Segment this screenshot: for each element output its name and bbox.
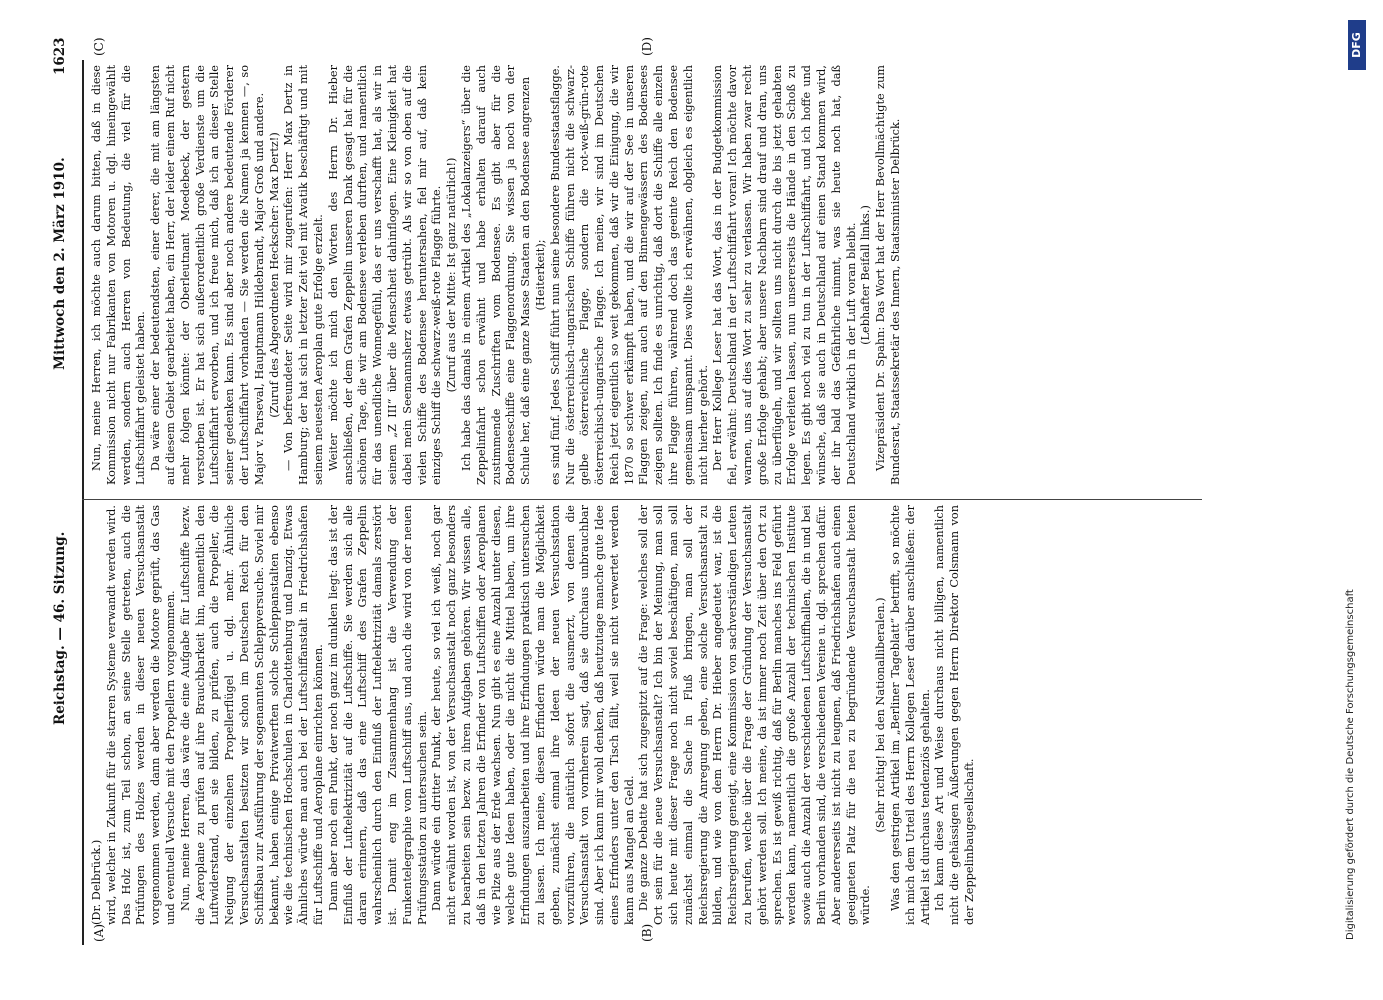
paragraph: wird, welcher in Zukunft für die starren Systeme verwandt werden wird. Das Holz ist, zum Teil schon, an seine Stelle getreten, auch die Prüfungen des Holzes werden in dieser neuen Versuchsanstalt vorgenommen werden, dann aber werden die Motore geprüft, das Gas und eventuell Versuche mit den Propellern vorgenommen. [104,505,177,925]
paragraph: Nun, meine Herren, das wäre die eine Aufgabe für Luftschiffe bezw. die Aeroplane zu prüfen auf ihre Brauchbarkeit hin, namentlich den Luftwiderstand, den sie bilden, zu prüfen, auch die Propeller, die Neigung der einzelnen Propellerflügel u. dgl. mehr. Ähnliche Versuchsanstalten besitzen wir schon im Deutschen Reich für den Schiffsbau zur Ausführung der sogenannten Schleppversuche. Soviel mir bekannt, haben einige Privatwerften solche Schleppanstalten ebenso wie die technischen Hochschulen in Charlottenburg und Danzig. Etwas Ähnliches würde man auch bei der Luftschiffanstalt in Friedrichshafen für Luftschiffe und Aeroplane einrichten können. [178,505,325,925]
paragraph: Dann würde ein dritter Punkt, der heute, so viel ich weiß, noch gar nicht erwähnt worden ist, von der Versuchsanstalt noch ganz besonders zu bearbeiten sein bezw. zu ihren Aufgaben gehören. Wir wissen alle, daß in den letzten Jahren die Erfinder von Luftschiffen oder Aeroplanen wie Pilze aus der Erde wachsen. Nun gibt es eine Anzahl unter diesen, welche gute Ideen haben, oder die nicht die Mittel haben, um ihre Erfindungen auszuarbeiten und ihre Erfindungen praktisch untersuchen zu lassen. Ich meine, diesen Erfindern würde man die Möglichkeit geben, zunächst einmal ihre Ideen der neuen Versuchsstation vorzuführen, die natürlich sofort die ausmerzt, von denen die Versuchsanstalt von vornherein sagt, daß sie durchaus unbrauchbar sind. Aber ich kann mir wohl denken, daß heutzutage manche gute Idee eines Erfinders unter den Tisch fällt, weil sie nicht verwertet werden kann aus Mangel an Geld. [430,505,636,925]
interjection: (Sehr richtig! bei den Nationalliberalen.) [874,597,888,833]
paragraph: Die ganze Debatte hat sich zugespitzt auf die Frage: welches soll der Ort sein für die neue Versuchsanstalt? Ich bin der Meinung, man soll sich heute mit dieser Frage noch nicht soviel beschäftigen, man soll zunächst einmal die Sache in Fluß bringen, man soll der Reichsregierung die Anregung geben, eine solche Versuchsanstalt zu bilden, und wie von dem Herrn Dr. Hieber angedeutet war, ist die Reichsregierung geneigt, eine Kommission von sachverständigen Leuten zu berufen, welche über die Frage der Gründung der Versuchsanstalt gehört werden soll. Ich meine, da ist immer noch Zeit über den Ort zu sprechen. Es ist gewiß richtig, daß für Berlin manches ins Feld geführt werden kann, namentlich die große Anzahl der technischen Institute sowie auch die Anzahl der verschiedenen Luftschiffhallen, die in und bei Berlin vorhanden sind, die verschiedenen Vereine u. dgl. sprechen dafür. Aber andererseits ist nicht zu leugnen, daß Friedrichshafen auch einen geeigneten Platz für die neu zu begründende Versuchsanstalt bieten würde. [637,505,873,925]
margin-marker-c: (C) [92,37,106,56]
right-column [90,65,904,485]
running-header-left: Reichstag. — 46. Sitzung. [52,531,68,725]
digitization-note: Digitalisierung gefördert durch die Deutsche Forschungsgemeinschaft [1345,589,1356,940]
margin-marker-a: (A) [92,923,106,942]
column-divider [82,499,1202,500]
margin-marker-b: (B) [640,923,654,942]
interjection: (Heiterkeit); [533,239,547,311]
running-header-right: Mittwoch den 2. März 1910. [52,157,68,370]
interjection: (Zuruf des Abgeordneten Heckscher: Max Dertz!) [267,132,281,418]
header-rule [82,60,84,945]
left-column [90,505,978,925]
paragraph: Da wäre einer der bedeutendsten, einer derer, die mit am längsten auf diesem Gebiet gearbeitet haben, ein Herr, der leider einem Ruf nicht mehr folgen könnte: der Oberleutnant Moedebeck, der gestern verstorben ist. Er hat sich außerordentlich große Verdienste um die Luftschiffahrt erworben, und ich freue mich, daß ich an dieser Stelle seiner gedenken kann. Es sind aber noch andere bedeutende Förderer der Luftschiffahrt vorhanden — Sie werden die Namen ja kennen —, so Major v. Parseval, Hauptmann Hildebrandt, Major Groß und andere. [149,65,266,485]
interjection: (Zuruf aus der Mitte: Ist ganz natürlich!) [445,157,459,393]
paragraph: Weiter möchte ich mich den Worten des Herrn Dr. Hieber anschließen, der dem Grafen Zeppelin unseren Dank gesagt hat für die schönen Tage, die wir am Bodensee verleben durften, und namentlich für das unendliche Wonnegefühl, das er uns verschafft hat, als wir in seinem „Z III“ über die Menschheit dahinflogen. Eine Kleinigkeit hat dabei mein Seemannsherz etwas getrübt. Als wir so von oben auf die vielen Schiffe des Bodensee heruntersahen, fiel mir auf, daß kein einziges Schiff die schwarz-weiß-rote Flagge führte. [326,65,444,485]
paragraph: Was den gestrigen Artikel im „Berliner Tageblatt“ betrifft, so möchte ich mich dem Urteil des Herrn Kollegen Leser darüber anschließen: der Artikel ist durchaus tendenziös gehalten. [889,505,932,925]
speaker-tag: (Dr. Delbrück.) [90,839,103,925]
paragraph: — Von befreundeter Seite wird mir zugerufen: Herr Max Dertz in Hamburg; der hat sich in letzter Zeit viel mit Avatik beschäftigt und mit seinem neuesten Aeroplan gute Erfolge erzielt. [282,65,325,485]
paragraph: Dann aber noch ein Punkt, der noch ganz im dunklen liegt: das ist der Einfluß der Luftelektrizität auf die Luftschiffe. Sie werden sich alle daran erinnern, daß das eine Luftschiff des Grafen Zeppelin wahrscheinlich durch den Einfluß der Luftelektrizität damals zerstört ist. Damit eng im Zusammenhang ist die Verwendung der Funkentelegraphie vom Luftschiff aus, und auch die wird von der neuen Prüfungsstation zu untersuchen sein. [326,505,429,925]
paragraph: Ich habe das damals in einem Artikel des „Lokalanzeigers“ über die Zeppelinfahrt schon erwähnt und habe erhalten darauf auch zustimmende Zuschriften vom Bodensee. Es gibt aber für die Bodenseeschiffe eine Flaggenordnung. Sie wissen ja noch von der Schule her, daß eine ganze Masse Staaten an den Bodensee angrenzen [459,65,533,485]
paragraph: Nun, meine Herren, ich möchte auch darum bitten, daß in diese Kommission nicht nur Fabrikanten von Motoren u. dgl. hineingewählt werden, sondern auch Herren von Bedeutung, die viel für die Luftschiffahrt geleistet haben. [90,65,148,485]
margin-marker-d: (D) [640,37,654,56]
interjection: (Lebhafter Beifall links.) [859,205,873,345]
paragraph: Ich kann diese Art und Weise durchaus nicht billigen, namentlich nicht die gehässigen Äußerungen gegen Herrn Direktor Colsmann von der Zeppelinbaugesellschaft. [933,505,977,925]
page-number: 1623 [52,37,68,75]
paragraph: Der Herr Kollege Leser hat das Wort, das in der Budgetkommission fiel, erwähnt: Deutschland in der Luftschiffahrt voran! Ich möchte davor warnen, uns auf dies Wort zu sehr zu verlassen. Wir haben zwar recht große Erfolge gehabt; aber unsere Nachbarn sind drauf und dran, uns zu überflügeln, und wir sollten uns nicht durch die bis jetzt gehabten Erfolge verleiten lassen, nun unsererseits die Hände in den Schoß zu legen. Es gibt noch viel zu tun in der Luftschiffahrt, und ich hoffe und wünsche, daß sie auch in Deutschland auf einen Stand kommen wird, der ihr bald das Gefährliche nimmt, was sie heute noch hat, daß Deutschland wirklich in der Luft voran bleibt. [711,65,858,485]
paragraph: Vizepräsident Dr. Spahn: Das Wort hat der Herr Bevollmächtigte zum Bundesrat, Staatssekretär des Innern, Staatsminister Delbrück. [874,65,903,485]
paragraph: es sind fünf. Jedes Schiff führt nun seine besondere Bundesstaatsflagge. Nur die österreichisch-ungarischen Schiffe führen nicht die schwarz-gelbe österreichische Flagge, sondern die rot-weiß-grün-rote österreichisch-ungarische Flagge. Ich meine, wir sind im Deutschen Reich jetzt eigentlich so weit gekommen, daß wir die Einigung, die wir 1870 so schwer erkämpft haben, und die wir auf der See in unseren Flaggen zeigen, nun auch auf den Binnengewässern des Bodensees zeigen sollten. Ich finde es unrichtig, daß dort die Schiffe alle einzeln ihre Flagge führen, während doch das geeinte Reich den Bodensee gemeinsam umspannt. Dies wollte ich erwähnen, obgleich es eigentlich nicht hierher gehört. [548,65,710,485]
dfg-logo: DFG [1348,20,1366,70]
